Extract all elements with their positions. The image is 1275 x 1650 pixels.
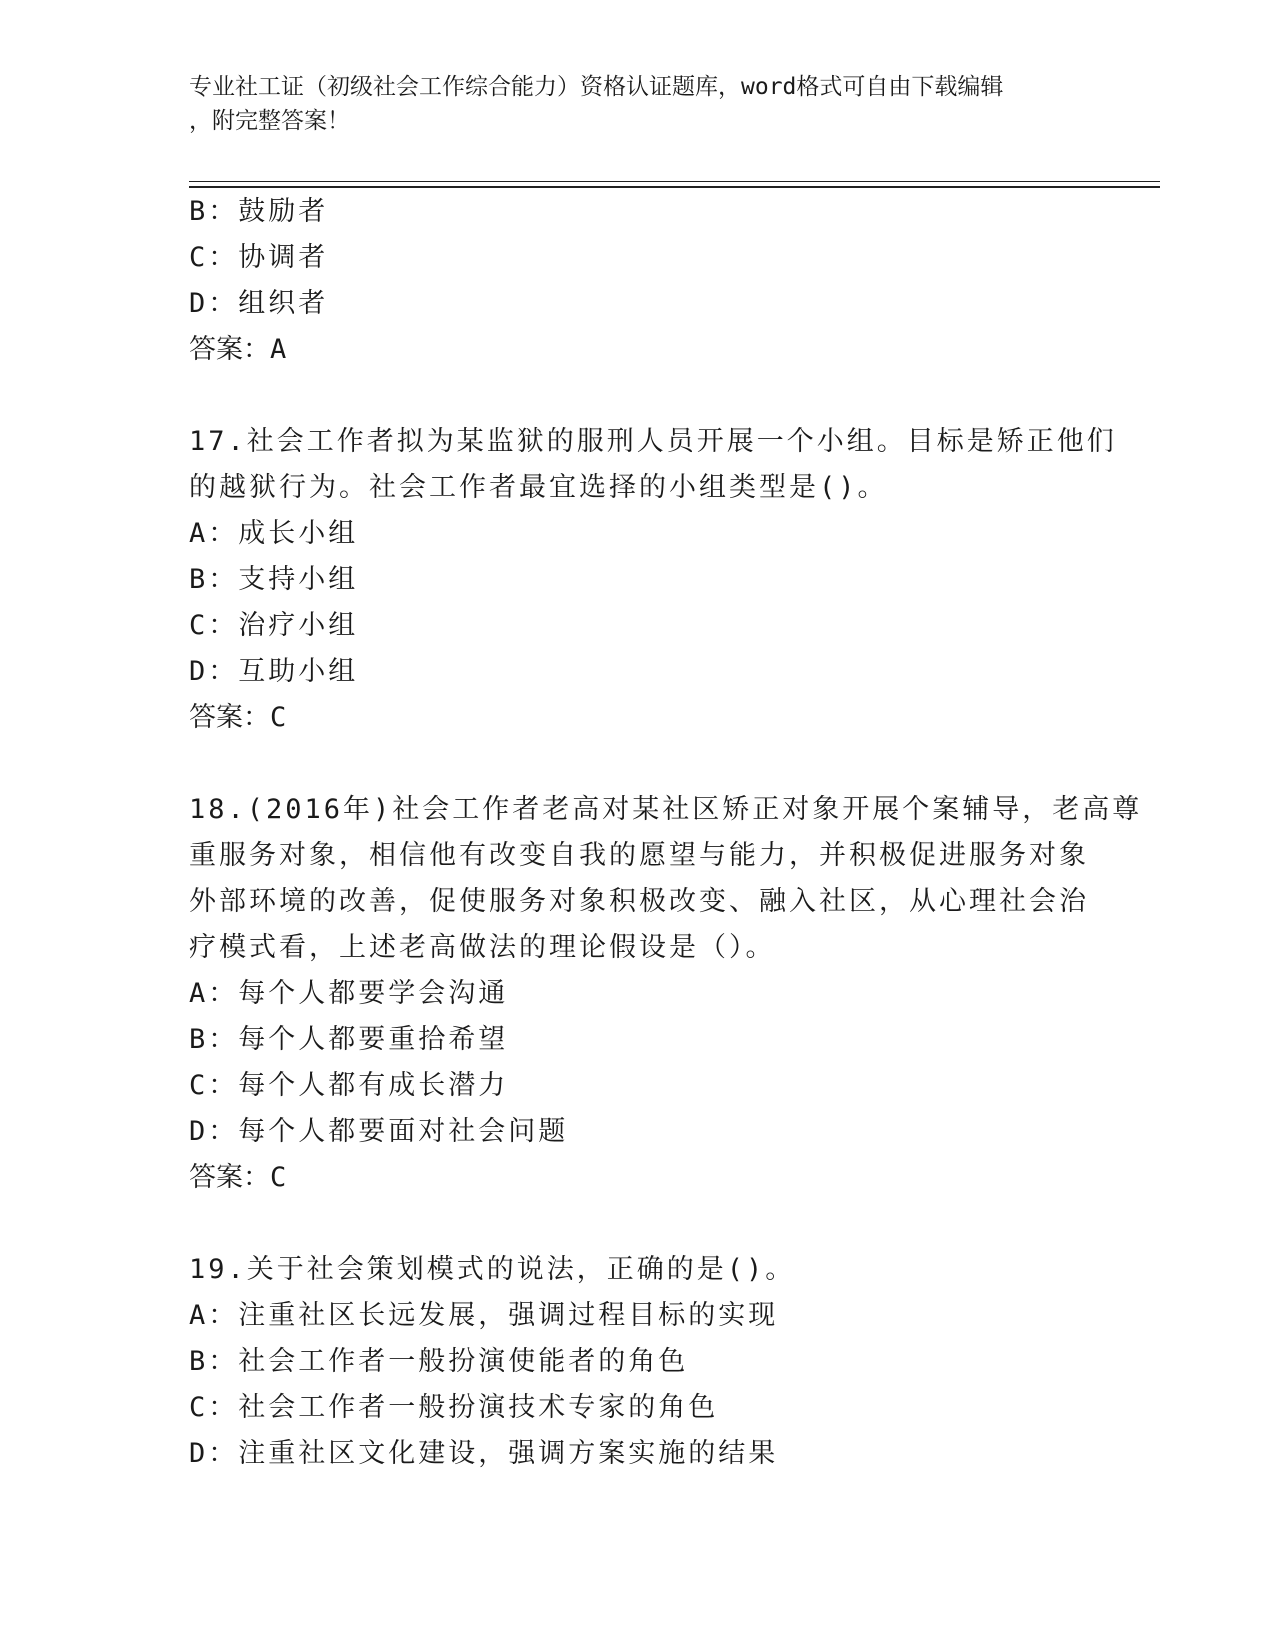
question-stem: 18.(2016年)社会工作者老高对某社区矫正对象开展个案辅导，老高尊: [189, 794, 1143, 825]
answer: 答案：C: [189, 702, 287, 733]
option-d: D：组织者: [189, 288, 329, 319]
question-stem: 重服务对象，相信他有改变自我的愿望与能力，并积极促进服务对象: [189, 840, 1089, 871]
question-18: [189, 787, 1143, 1201]
question-19: [189, 1247, 1109, 1477]
option-b: B：支持小组: [189, 564, 359, 595]
question-17: [189, 419, 1117, 741]
option-a: A：每个人都要学会沟通: [189, 978, 509, 1009]
question-stem: 外部环境的改善，促使服务对象积极改变、融入社区，从心理社会治: [189, 886, 1089, 917]
question-stem: 疗模式看，上述老高做法的理论假设是（）。: [189, 932, 776, 963]
document-header: [189, 70, 1089, 138]
option-a: A：成长小组: [189, 518, 359, 549]
header-divider-thick: [189, 186, 1160, 188]
option-d: D：互助小组: [189, 656, 359, 687]
question-16-tail: [189, 189, 1109, 373]
answer: 答案：A: [189, 334, 287, 365]
answer: 答案：C: [189, 1162, 287, 1193]
option-d: D：注重社区文化建设，强调方案实施的结果: [189, 1438, 779, 1469]
option-c: C：治疗小组: [189, 610, 359, 641]
question-stem: 的越狱行为。社会工作者最宜选择的小组类型是()。: [189, 472, 888, 503]
option-b: B：每个人都要重拾希望: [189, 1024, 509, 1055]
option-c: C：每个人都有成长潜力: [189, 1070, 509, 1101]
option-b: B：鼓励者: [189, 196, 329, 227]
header-divider-thin: [189, 181, 1160, 182]
question-list: [189, 189, 1143, 1477]
option-a: A：注重社区长远发展，强调过程目标的实现: [189, 1300, 779, 1331]
question-stem: 17.社会工作者拟为某监狱的服刑人员开展一个小组。目标是矫正他们: [189, 426, 1117, 457]
question-stem: 19.关于社会策划模式的说法，正确的是()。: [189, 1254, 796, 1285]
header-line-2: ，附完整答案！: [189, 108, 350, 134]
spacer: [189, 373, 1109, 419]
header-line-1: 专业社工证（初级社会工作综合能力）资格认证题库，word格式可自由下载编辑: [189, 74, 1004, 100]
option-b: B：社会工作者一般扮演使能者的角色: [189, 1346, 689, 1377]
option-c: C：社会工作者一般扮演技术专家的角色: [189, 1392, 719, 1423]
spacer: [189, 1201, 1109, 1247]
option-d: D：每个人都要面对社会问题: [189, 1116, 569, 1147]
option-c: C：协调者: [189, 242, 329, 273]
spacer: [189, 741, 1109, 787]
